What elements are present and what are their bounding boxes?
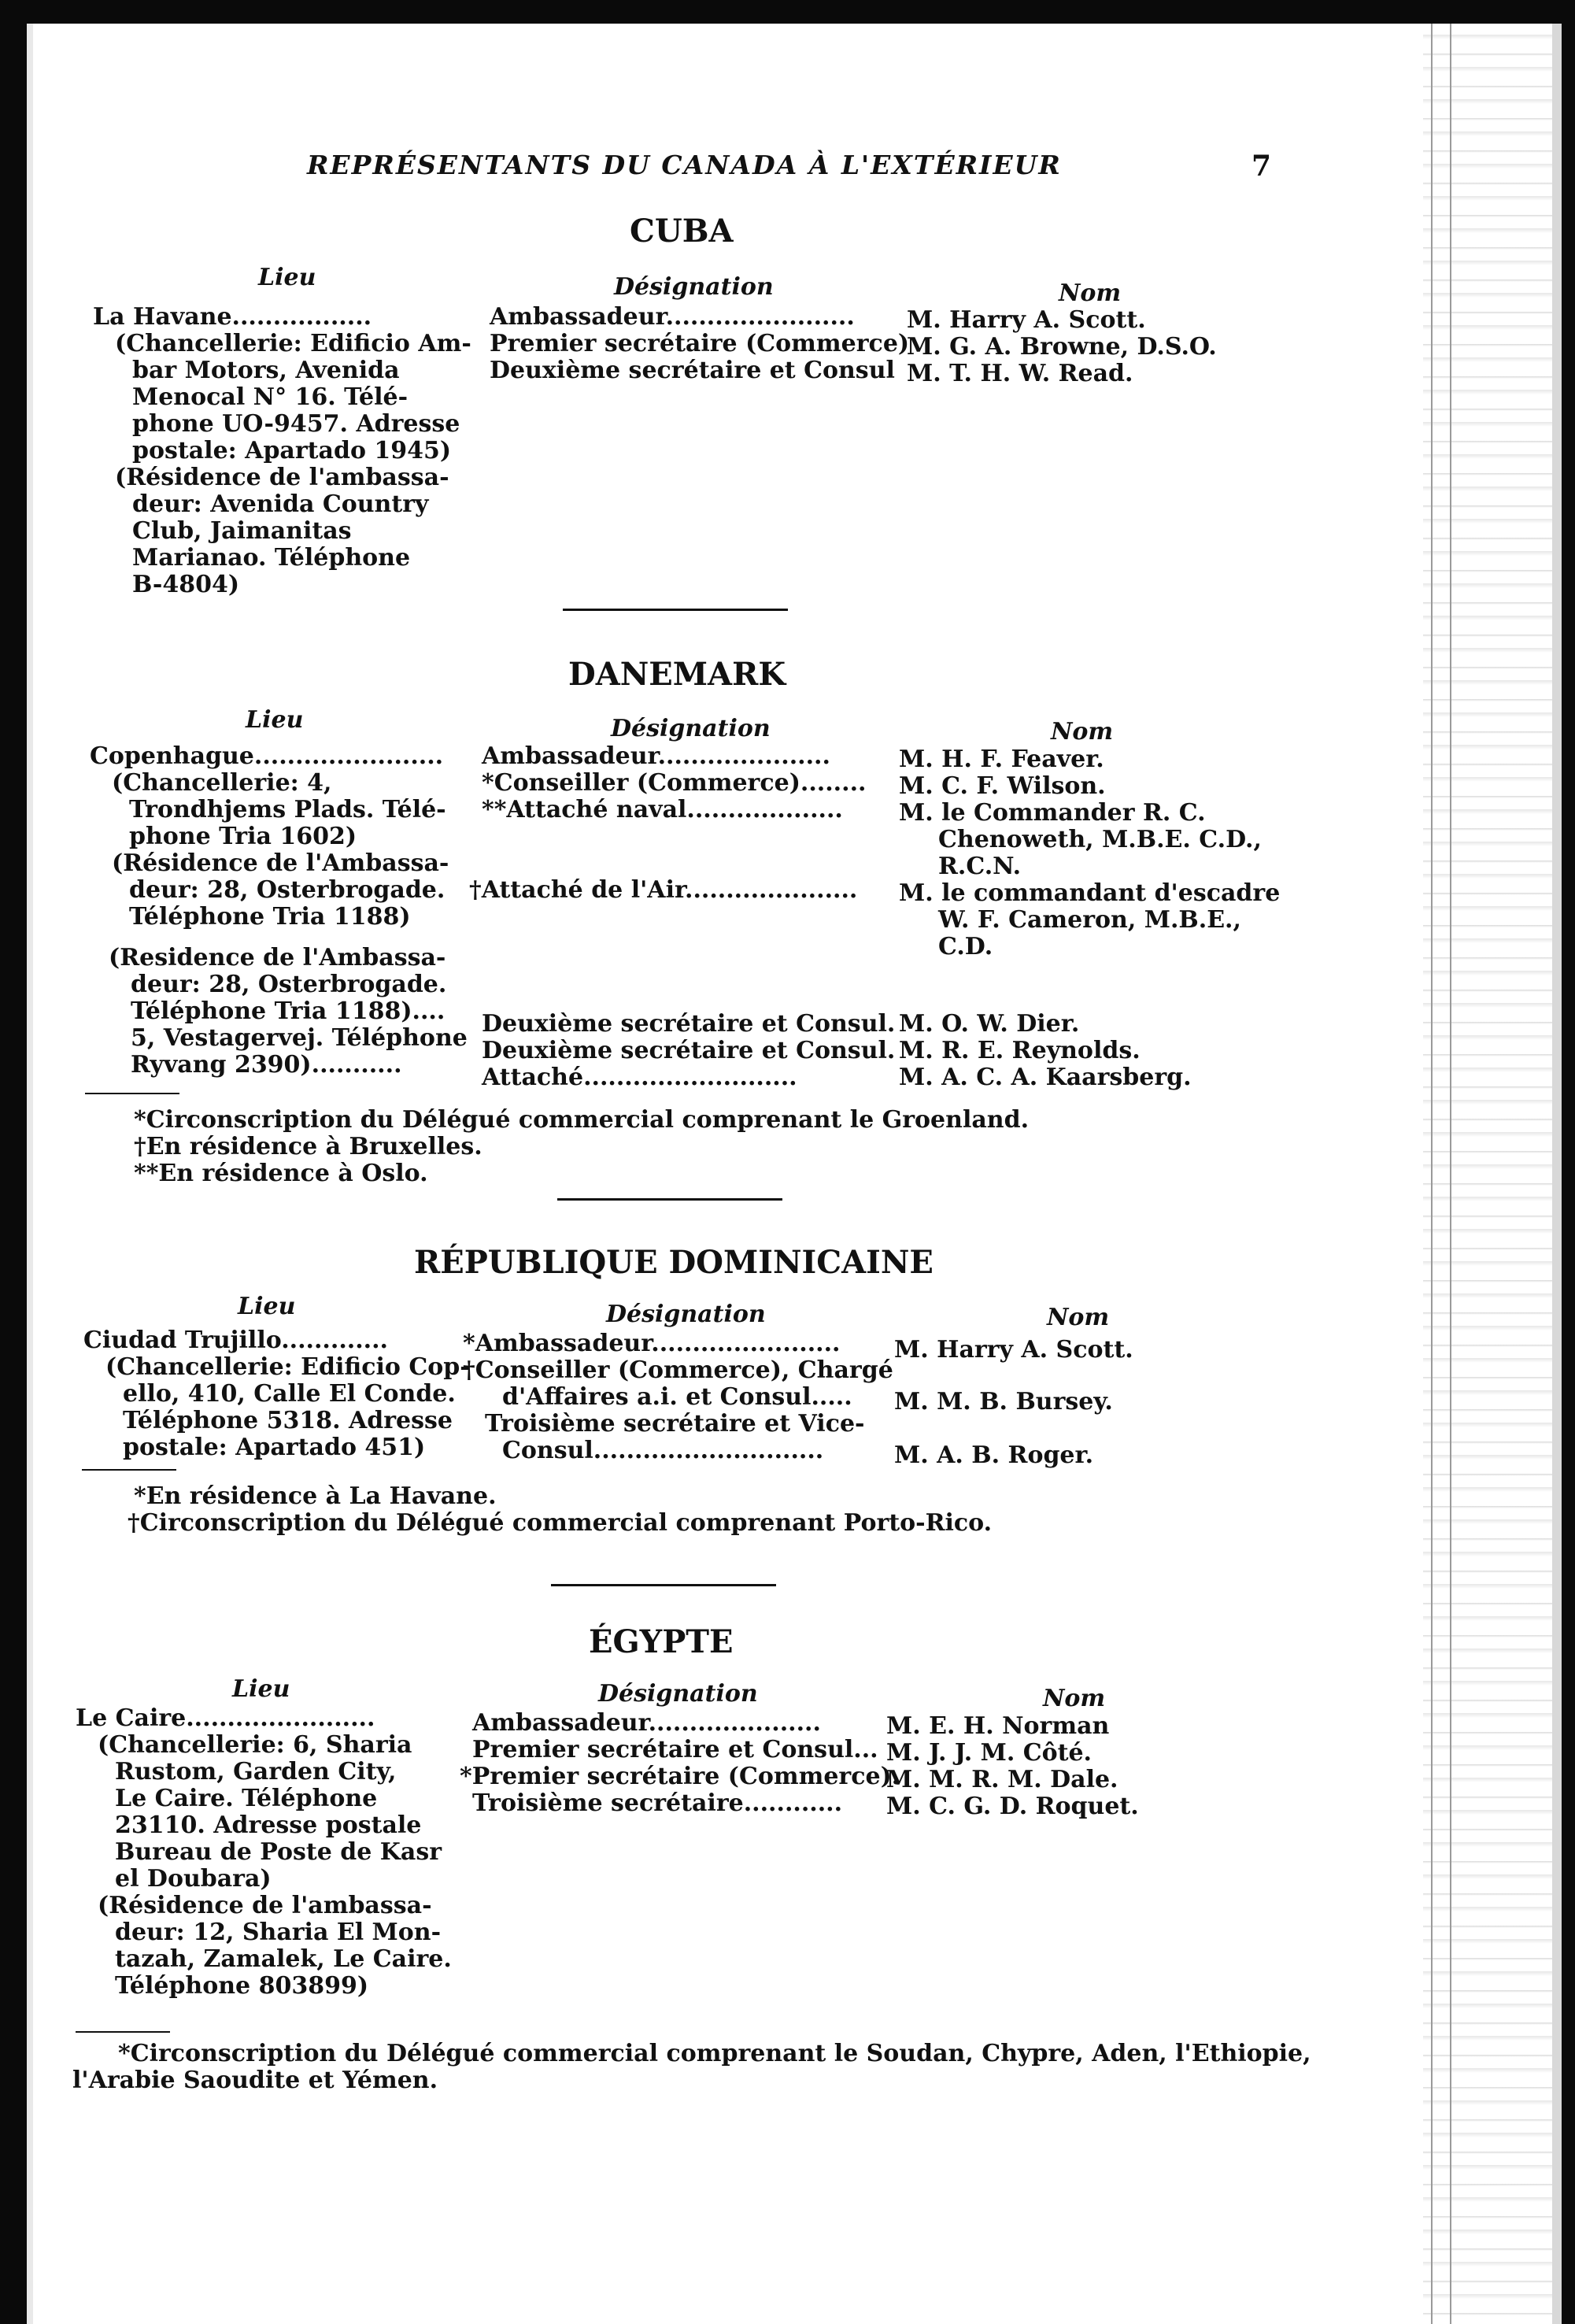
lieu-line: deur: 12, Sharia El Mon- <box>115 1919 442 1946</box>
designation-line: d'Affaires a.i. et Consul..... <box>502 1383 852 1411</box>
footnote: *En résidence à La Havane. <box>134 1482 497 1510</box>
country-title-danemark: DANEMARK <box>568 656 786 693</box>
lieu-line: Le Caire. Téléphone <box>115 1785 378 1812</box>
lieu-line: Le Caire....................... <box>76 1704 375 1732</box>
lieu-line: Copenhague....................... <box>90 742 444 770</box>
col-head-lieu: Lieu <box>238 1293 296 1320</box>
danemark-footnotes <box>134 1107 1029 1187</box>
lieu-line: Menocal N° 16. Télé- <box>132 383 409 411</box>
scan-right-shadow <box>1552 24 1562 2324</box>
egypte-nom <box>886 1713 1139 1820</box>
designation-line: Consul............................ <box>502 1437 824 1464</box>
col-head-nom: Nom <box>1059 279 1122 307</box>
danemark-nom-a <box>899 746 1262 880</box>
cuba-nom <box>907 307 1217 387</box>
lieu-line: phone Tria 1602) <box>129 823 357 850</box>
footnote-rule <box>76 2031 170 2033</box>
nom-line: M. H. F. Feaver. <box>899 746 1104 773</box>
nom-line: M. E. H. Norman <box>886 1712 1110 1740</box>
designation-line: Premier secrétaire (Commerce) <box>490 330 910 357</box>
nom-line: Chenoweth, M.B.E. C.D., <box>938 826 1262 853</box>
lieu-line: 5, Vestagervej. Téléphone <box>131 1024 468 1052</box>
lieu-line: (Chancellerie: Edificio Am- <box>115 330 471 357</box>
lieu-line: (Résidence de l'ambassa- <box>98 1892 432 1919</box>
lieu-line: deur: 28, Osterbrogade. <box>129 876 446 904</box>
lieu-line: Téléphone 803899) <box>115 1972 369 2000</box>
country-title-egypte: ÉGYPTE <box>589 1623 734 1660</box>
footnote-rule <box>85 1093 179 1094</box>
col-head-designation: Désignation <box>611 715 771 742</box>
designation-line: Deuxième secrétaire et Consul <box>490 357 895 384</box>
nom-line: M. A. B. Roger. <box>894 1441 1094 1469</box>
egypte-lieu <box>76 1705 452 2000</box>
designation-line: Attaché.......................... <box>482 1064 797 1091</box>
cuba-designation <box>490 304 909 384</box>
footnote: †En résidence à Bruxelles. <box>134 1133 482 1160</box>
egypte-designation <box>460 1709 900 1817</box>
col-head-designation: Désignation <box>598 1680 758 1708</box>
designation-line: *Ambassadeur....................... <box>463 1330 841 1357</box>
designation-line: Ambassadeur....................... <box>490 303 855 331</box>
nom-line: M. J. J. M. Côté. <box>886 1739 1092 1767</box>
cuba-lieu <box>93 304 471 598</box>
lieu-line: Téléphone Tria 1188).... <box>131 997 446 1025</box>
designation-line: Troisième secrétaire et Vice- <box>485 1410 865 1438</box>
nom-line: M. M. R. M. Dale. <box>886 1766 1118 1793</box>
designation-line: Deuxième secrétaire et Consul. <box>482 1010 896 1038</box>
nom-line: M. G. A. Browne, D.S.O. <box>907 333 1217 361</box>
nom-line: M. Harry A. Scott. <box>894 1336 1133 1364</box>
lieu-line: (Résidence de l'ambassa- <box>115 464 449 491</box>
nom-line: W. F. Cameron, M.B.E., <box>938 906 1241 934</box>
nom-line: M. C. G. D. Roquet. <box>886 1793 1139 1820</box>
nom-line: M. T. H. W. Read. <box>907 360 1133 387</box>
binding-gutter <box>1423 24 1552 2324</box>
nom-line: M. le commandant d'escadre <box>899 879 1281 907</box>
col-head-nom: Nom <box>1043 1685 1106 1712</box>
lieu-line: B-4804) <box>132 571 240 598</box>
lieu-line: Ciudad Trujillo............. <box>83 1327 388 1354</box>
lieu-line: Marianao. Téléphone <box>132 544 411 572</box>
nom-line: M. Harry A. Scott. <box>907 306 1146 334</box>
lieu-line: phone UO-9457. Adresse <box>132 410 460 438</box>
scan-left-shadow <box>27 24 33 2324</box>
designation-line: Deuxième secrétaire et Consul. <box>482 1037 896 1064</box>
lieu-line: postale: Apartado 1945) <box>132 437 452 464</box>
col-head-nom: Nom <box>1047 1304 1110 1331</box>
col-head-lieu: Lieu <box>258 264 316 291</box>
designation-line: *Premier secrétaire (Commerce). <box>460 1763 900 1790</box>
lieu-line: (Residence de l'Ambassa- <box>109 944 446 971</box>
designation-line: Ambassadeur..................... <box>472 1709 821 1737</box>
lieu-line: Téléphone Tria 1188) <box>129 903 411 931</box>
col-head-lieu: Lieu <box>232 1675 290 1703</box>
gutter-line <box>1450 24 1451 2324</box>
lieu-line: el Doubara) <box>115 1865 272 1893</box>
lieu-line: Bureau de Poste de Kasr <box>115 1838 442 1866</box>
nom-line: R.C.N. <box>938 853 1022 880</box>
designation-line: †Conseiller (Commerce), Chargé <box>463 1356 893 1384</box>
lieu-line: Ryvang 2390)........... <box>131 1051 402 1079</box>
lieu-line: (Chancellerie: 6, Sharia <box>98 1731 412 1759</box>
nom-line: M. M. B. Bursey. <box>894 1388 1113 1415</box>
footnote: **En résidence à Oslo. <box>134 1160 428 1187</box>
page-number: 7 <box>1251 150 1272 183</box>
nom-line: M. A. C. A. Kaarsberg. <box>899 1064 1192 1091</box>
footnote: l'Arabie Saoudite et Yémen. <box>72 2067 438 2094</box>
danemark-nom-air <box>899 880 1280 960</box>
scan-right-edge <box>1562 0 1575 2324</box>
nom-line: M. le Commander R. C. <box>899 799 1206 827</box>
designation-line: †Attaché de l'Air..................... <box>469 876 858 904</box>
lieu-line: tazah, Zamalek, Le Caire. <box>115 1945 452 1973</box>
lieu-line: (Chancellerie: Edificio Cop- <box>105 1353 470 1381</box>
danemark-nom-b <box>899 1011 1192 1091</box>
danemark-designation-a <box>482 743 866 823</box>
footnote: †Circonscription du Délégué commercial comprenant Porto-Rico. <box>128 1509 993 1537</box>
danemark-lieu-b <box>109 945 468 1079</box>
dominicaine-designation <box>463 1330 893 1464</box>
nom-line: M. C. F. Wilson. <box>899 772 1106 800</box>
section-divider <box>563 609 788 611</box>
lieu-line: ello, 410, Calle El Conde. <box>123 1380 456 1408</box>
dominicaine-footnotes <box>128 1483 992 1537</box>
section-divider <box>551 1584 776 1586</box>
scan-left-edge <box>0 0 27 2324</box>
designation-line: **Attaché naval................... <box>482 796 843 823</box>
lieu-line: postale: Apartado 451) <box>123 1434 426 1461</box>
gutter-line <box>1431 24 1433 2324</box>
col-head-designation: Désignation <box>606 1301 766 1328</box>
footnote: *Circonscription du Délégué commercial comprenant le Groenland. <box>134 1106 1030 1134</box>
lieu-line: Club, Jaimanitas <box>132 517 352 545</box>
country-title-cuba: CUBA <box>630 213 734 250</box>
footnote: *Circonscription du Délégué commercial comprenant le Soudan, Chypre, Aden, l'Ethiopie, <box>118 2040 1311 2067</box>
designation-line: *Conseiller (Commerce)........ <box>482 769 867 797</box>
lieu-line: (Chancellerie: 4, <box>112 769 332 797</box>
lieu-line: (Résidence de l'Ambassa- <box>112 849 449 877</box>
designation-line: Troisième secrétaire............ <box>472 1789 843 1817</box>
danemark-designation-b <box>482 1011 895 1091</box>
designation-line: Premier secrétaire et Consul... <box>472 1736 878 1763</box>
lieu-line: deur: Avenida Country <box>132 490 429 518</box>
lieu-line: deur: 28, Osterbrogade. <box>131 971 447 998</box>
country-title-dominicaine: RÉPUBLIQUE DOMINICAINE <box>414 1244 934 1281</box>
nom-line: M. R. E. Reynolds. <box>899 1037 1141 1064</box>
col-head-lieu: Lieu <box>246 706 304 734</box>
col-head-nom: Nom <box>1051 718 1114 746</box>
running-head: REPRÉSENTANTS DU CANADA À L'EXTÉRIEUR <box>307 150 1062 180</box>
nom-line: M. O. W. Dier. <box>899 1010 1080 1038</box>
footnote-rule <box>82 1469 176 1471</box>
danemark-lieu-a <box>90 743 449 931</box>
lieu-line: Téléphone 5318. Adresse <box>123 1407 453 1434</box>
designation-line: Ambassadeur..................... <box>482 742 830 770</box>
nom-line: C.D. <box>938 933 993 960</box>
lieu-line: Rustom, Garden City, <box>115 1758 397 1786</box>
lieu-line: Trondhjems Plads. Télé- <box>129 796 446 823</box>
lieu-line: La Havane................. <box>93 303 372 331</box>
col-head-designation: Désignation <box>614 273 774 301</box>
lieu-line: bar Motors, Avenida <box>132 357 400 384</box>
scan-top-edge <box>0 0 1575 24</box>
dominicaine-lieu <box>83 1327 470 1461</box>
lieu-line: 23110. Adresse postale <box>115 1811 422 1839</box>
section-divider <box>557 1198 782 1201</box>
